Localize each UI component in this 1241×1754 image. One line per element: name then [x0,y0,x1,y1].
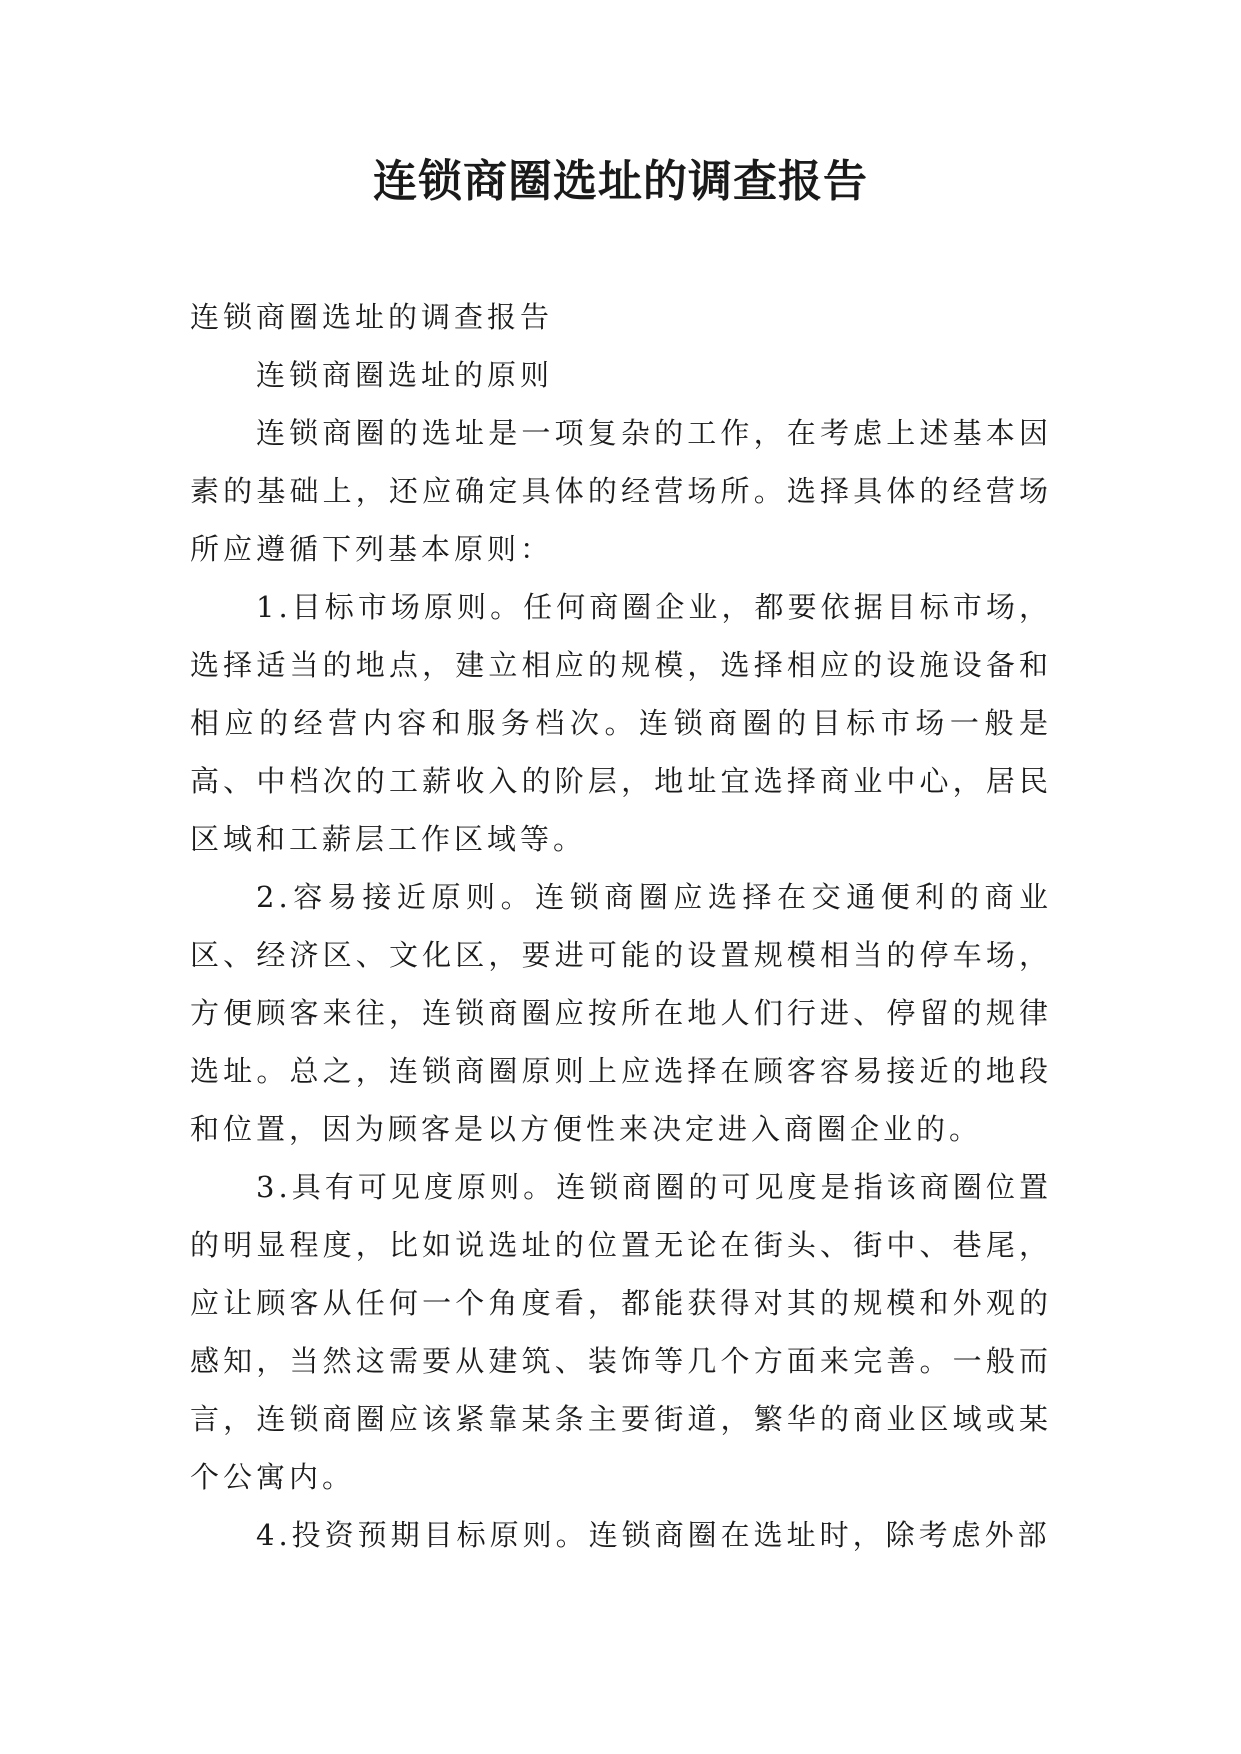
principle-4-paragraph: 4.投资预期目标原则。连锁商圈在选址时，除考虑外部 [256,1518,1051,1552]
document-title: 连锁商圈选址的调查报告 [373,156,868,207]
document-body [190,288,1052,1564]
principle-3-paragraph: 3.具有可见度原则。连锁商圈的可见度是指该商圈位置的明显程度，比如说选址的位置无论在街头、街中、巷尾，应让顾客从任何一个角度看，都能获得对其的规模和外观的感知，当然这需要从建筑、装饰等几个方面来完善。一般而言，连锁商圈应该紧靠某条主要街道，繁华的商业区域或某个公寓内。 [190,1170,1052,1494]
section-heading: 连锁商圈选址的原则 [256,358,554,392]
principle-1-paragraph: 1.目标市场原则。任何商圈企业，都要依据目标市场，选择适当的地点，建立相应的规模，选择相应的设施设备和相应的经营内容和服务档次。连锁商圈的目标市场一般是高、中档次的工薪收入的阶层，地址宜选择商业中心，居民区域和工薪层工作区域等。 [190,590,1052,856]
intro-paragraph: 连锁商圈的选址是一项复杂的工作，在考虑上述基本因素的基础上，还应确定具体的经营场所。选择具体的经营场所应遵循下列基本原则： [190,416,1052,566]
principle-2-paragraph: 2.容易接近原则。连锁商圈应选择在交通便利的商业区、经济区、文化区，要进可能的设置规模相当的停车场，方便顾客来往，连锁商圈应按所在地人们行进、停留的规律选址。总之，连锁商圈原则上应选择在顾客容易接近的地段和位置，因为顾客是以方便性来决定进入商圈企业的。 [190,880,1052,1146]
body-heading: 连锁商圈选址的调查报告 [190,300,554,334]
